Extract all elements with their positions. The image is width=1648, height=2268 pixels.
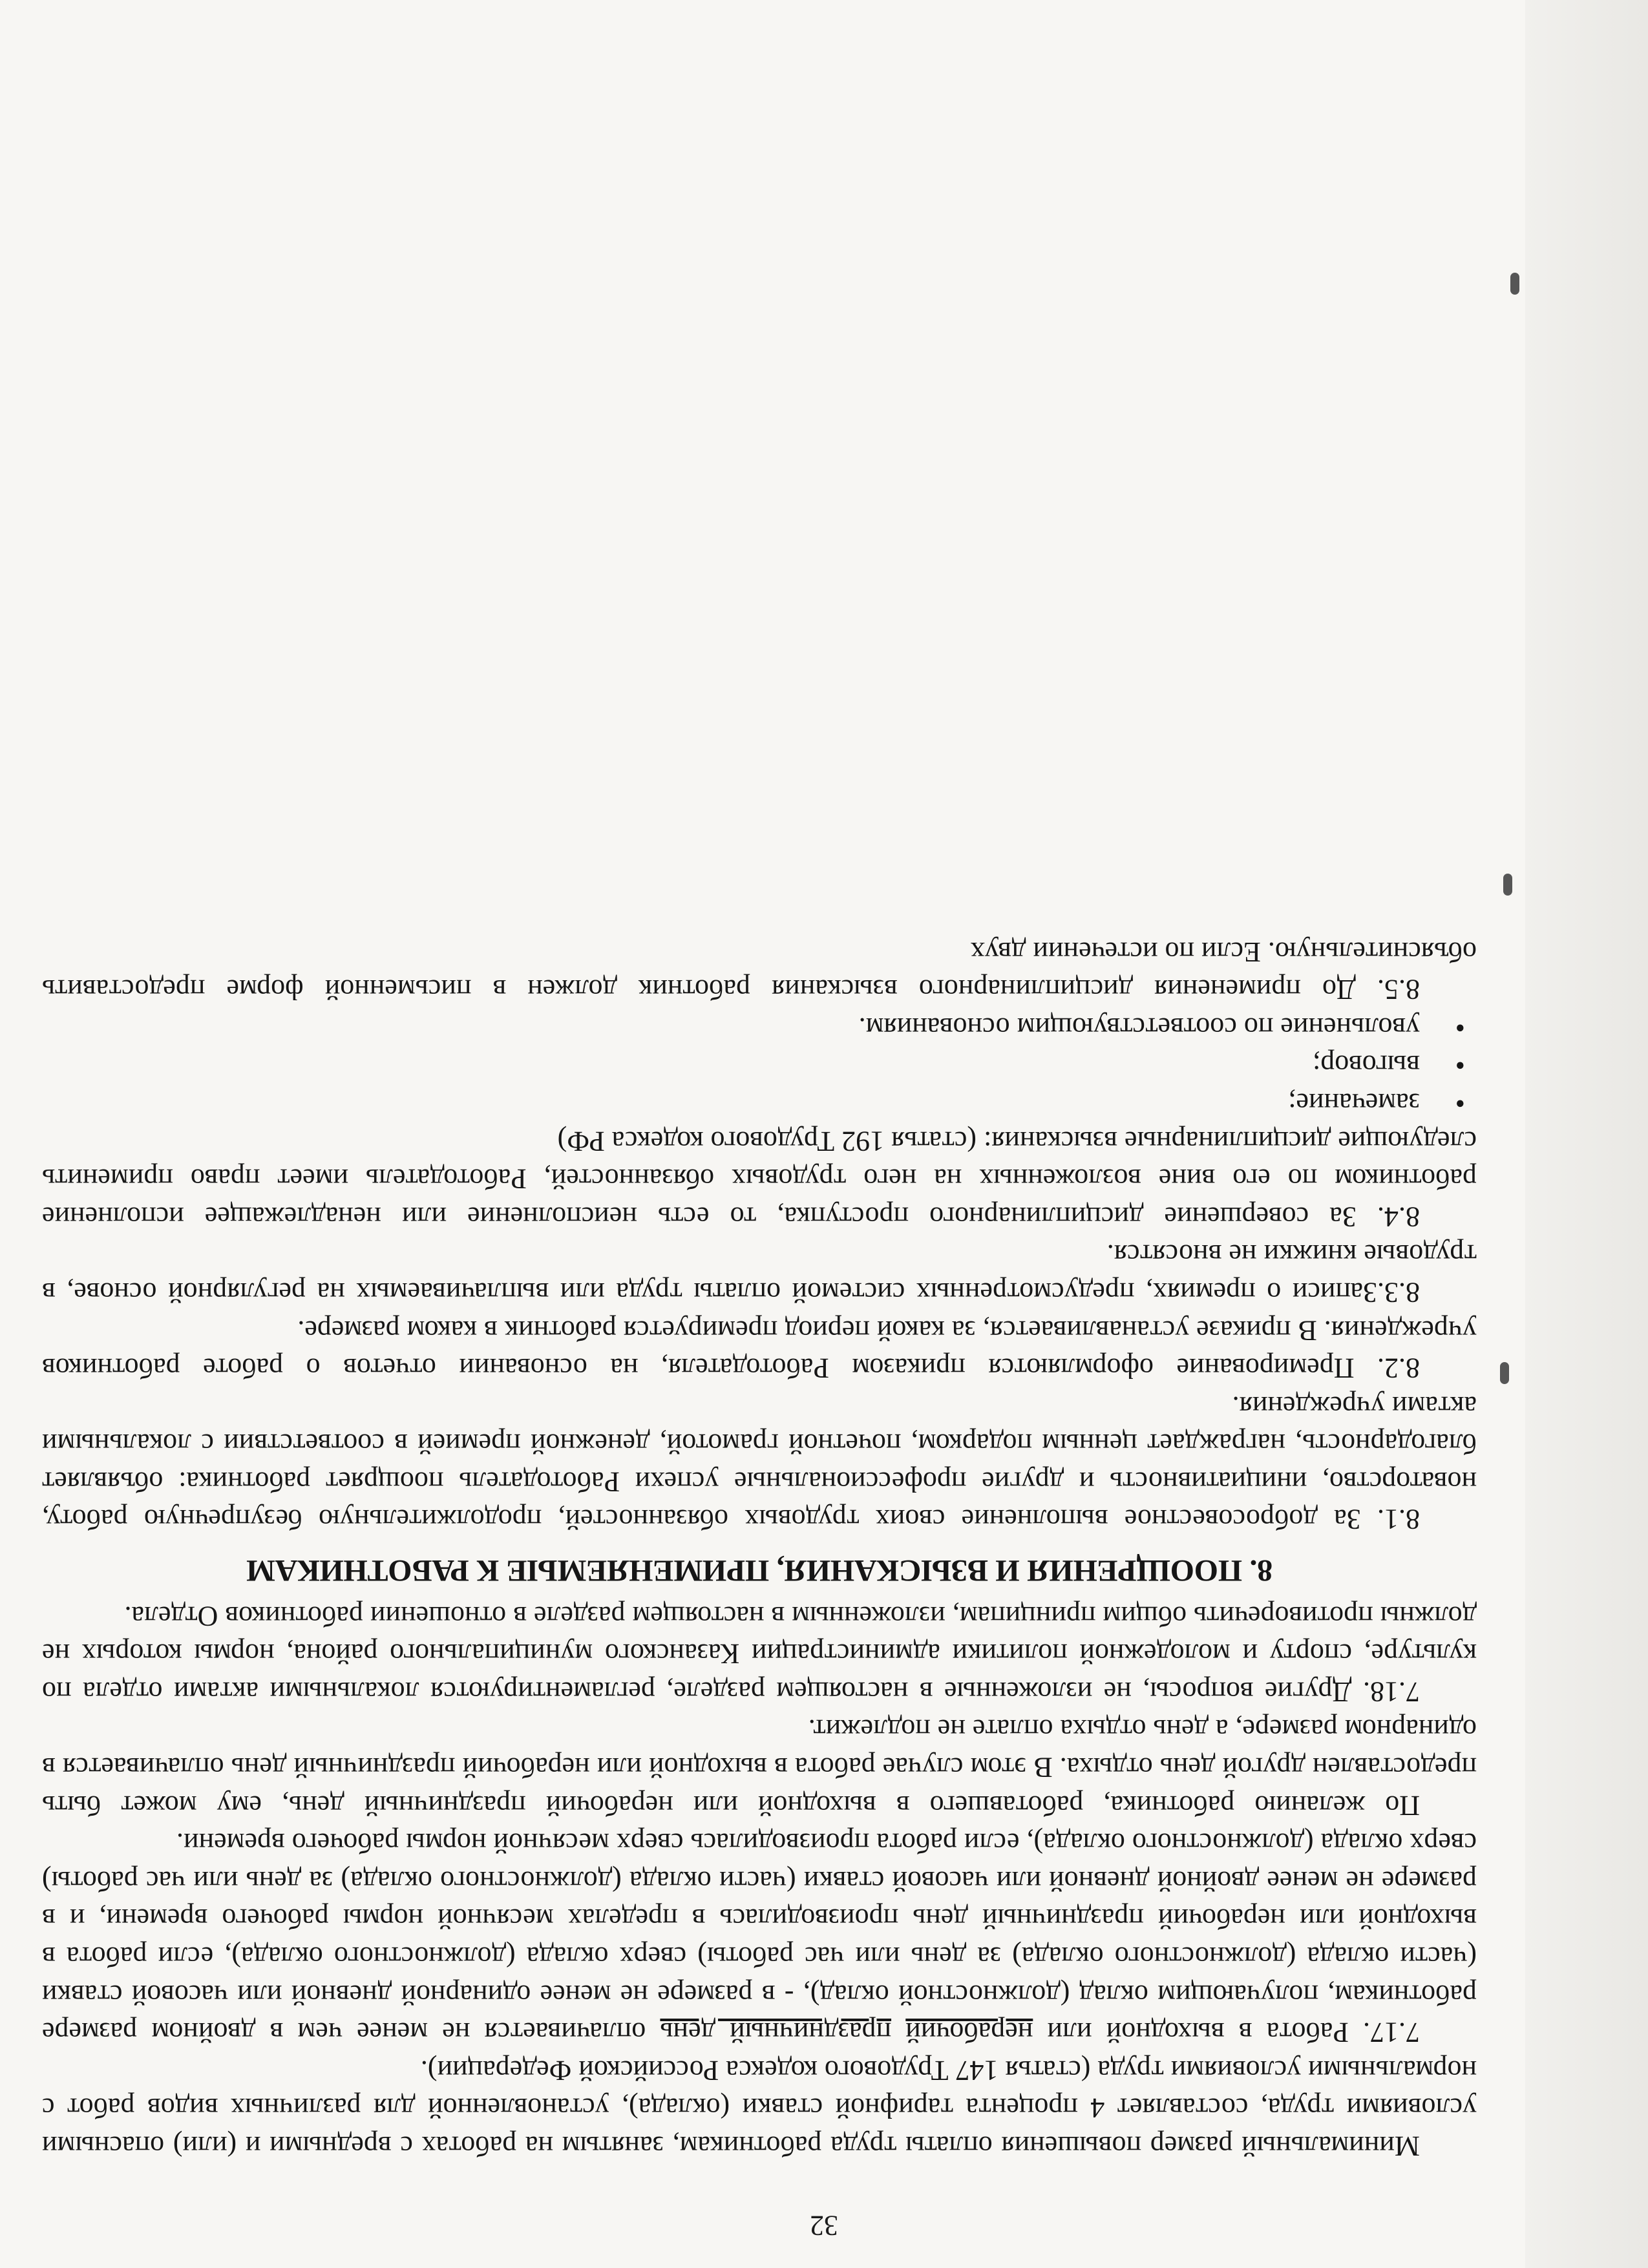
underlined-nonworking: нерабочий <box>905 2017 1033 2049</box>
paragraph-7-17-rest: оплачивается не менее чем в двойном размере работникам, получающим оклад (должностной оклад), - в размере не менее одинарной дневной или часовой ставки (части оклада (должностного оклада) за день или час работы) сверх оклада (должностного оклада), если работа в выходной или нерабочий праздничный день производилась в пределах месячной нормы рабочего времени, и в размере не менее двойной дневной или часовой ставки (части оклада (должностного оклада) за день или час работы) сверх оклада (должностного оклада), если работа производилась сверх месячной нормы рабочего времени. <box>41 1827 1477 2049</box>
penalty-list <box>42 1008 1477 1122</box>
document-body <box>42 932 1477 2165</box>
paragraph-min-pay-increase: Минимальный размер повышения оплаты труда работникам, занятым на работах с вредными и (или) опасными условиями труда, составляет 4 процента тарифной ставки (оклада), установленной для различных видов работ с нормальными условиями труда (статья 147 Трудового кодекса Российской Федерации). <box>42 2054 1477 2162</box>
paragraph-8-5: 8.5. До применения дисциплинарного взыскания работник должен в письменной форме предоставить объяснительную. Если по истечении двух <box>42 936 1477 1006</box>
underlined-holiday: праздничный день <box>660 2017 892 2049</box>
paragraph-7-17-start: 7.17. Работа в выходной или <box>1033 2017 1420 2049</box>
section-title: 8. ПООЩРЕНИЯ И ВЗЫСКАНИЯ, ПРИМЕНЯЕМЫЕ К РАБОТНИКАМ <box>246 1553 1273 1588</box>
paragraph-8-1: 8.1. За добросовестное выполнение своих трудовых обязанностей, продолжительную безупречную работу, новаторство, инициативность и другие профессиональные успехи Работодатель поощряет работника: объявляет благодарность, награждает ценным подарком, почетной грамотой, денежной премией в соответствии с локальными актами учреждения. <box>42 1390 1477 1536</box>
paragraph-7-17 <box>42 1824 1477 2052</box>
list-item: • замечание; <box>42 1084 1477 1122</box>
paragraph-day-off: По желанию работника, работавшего в выходной или нерабочий праздничный день, ему может быть предоставлен другой день отдыха. В этом случае работа в выходной или нерабочий праздничный день оплачивается в одинарном размере, а день отдыха оплате не подлежит. <box>42 1714 1477 1822</box>
paragraph-8-3: 8.3.Записи о премиях, предусмотренных системой оплаты труда или выплачиваемых на регулярной основе, в трудовые книжки не вносятся. <box>42 1239 1477 1308</box>
paragraph-8-4: 8.4. За совершение дисциплинарного проступка, то есть неисполнение или ненадлежащее исполнение работником по его вине возложенных на него трудовых обязанностей, Работодатель имеет право применить следующие дисциплинарные взыскания: (статья 192 Трудового кодекса РФ) <box>42 1125 1477 1233</box>
page-number: 32 <box>810 2210 838 2242</box>
list-item: • выговор; <box>42 1046 1477 1084</box>
list-item: • увольнение по соответствующим основаниям. <box>42 1008 1477 1046</box>
paragraph-7-18: 7.18. Другие вопросы, не изложенные в настоящем разделе, регламентируются локальными актами отдела по культуре, спорту и молодежной политики администрации Казанского муниципального района, нормы которых не должны противоречить общим принципам, изложенным в настоящем разделе в отношении работников Отдела. <box>42 1600 1477 1708</box>
paragraph-8-2: 8.2. Премирование оформляются приказом Работодателя, на основании отчетов о работе работников учреждения. В приказе устанавливается, за какой период премируется работник в каком размере. <box>42 1314 1477 1385</box>
